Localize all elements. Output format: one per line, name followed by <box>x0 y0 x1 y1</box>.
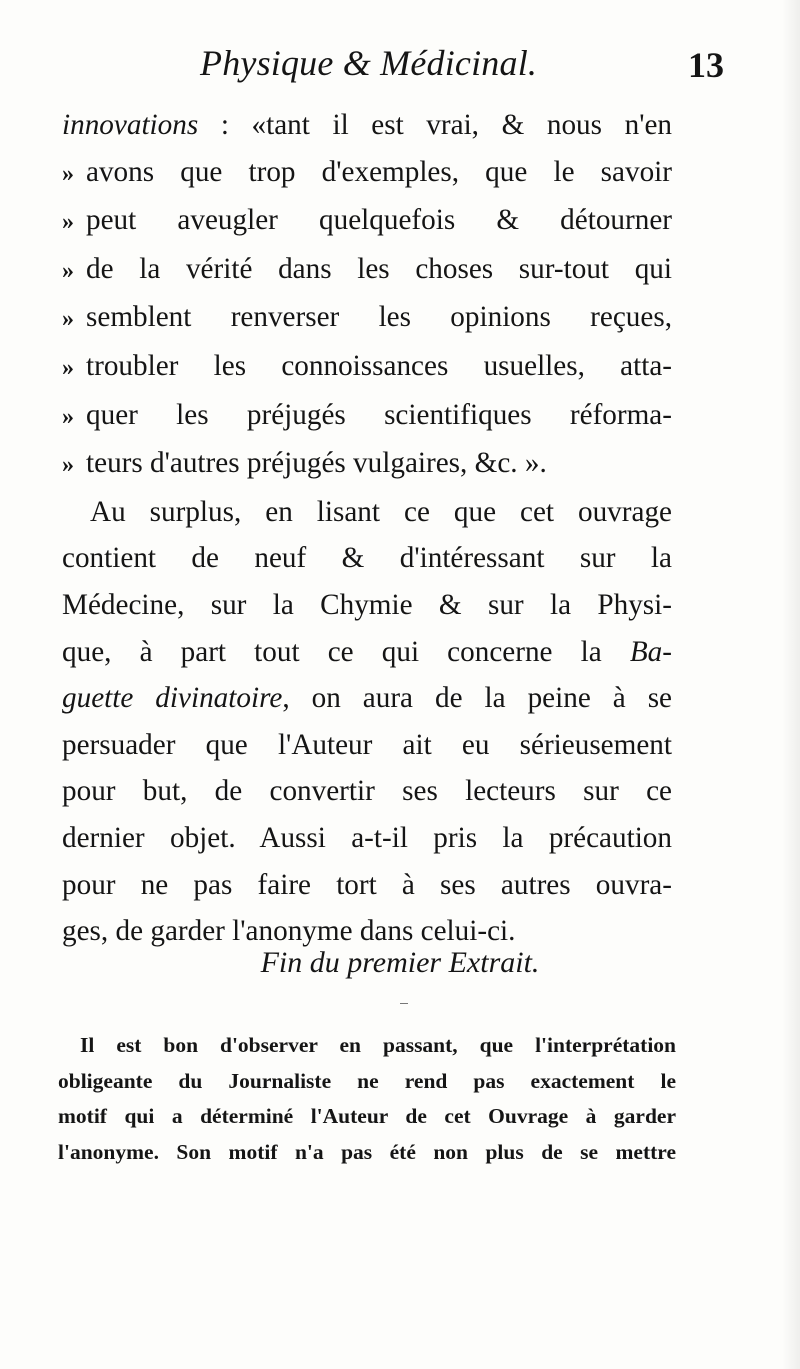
para2-line-1: Au surplus, en lisant ce que cet ouvrage <box>90 495 672 528</box>
note-line-2: obligeante du Journaliste ne rend pas exactement le <box>58 1068 676 1093</box>
body-line-5 <box>62 294 672 343</box>
italic-word: Ba- <box>629 635 672 668</box>
para2-line-5 <box>62 675 672 722</box>
para2-line-6: persuader que l'Auteur ait eu sérieusement <box>62 728 672 761</box>
body-text <box>62 102 672 955</box>
note-line-3: motif qui a déterminé l'Auteur de cet Ouvrage à garder <box>58 1104 676 1128</box>
para2-line-10: ges, de garder l'anonyme dans celui-ci. <box>62 915 516 948</box>
body-line-2 <box>62 149 672 198</box>
line-text: de la vérité dans les choses sur-tout qui <box>86 252 672 285</box>
note-line-1: Il est bon d'observer en passant, que l'interprétation <box>80 1033 676 1057</box>
italic-word: innovations <box>62 109 199 141</box>
quote-mark: » <box>62 403 74 430</box>
footnote <box>58 1028 676 1170</box>
body-line-7 <box>62 392 672 441</box>
line-text: peut aveugler quelquefois & détourner <box>86 204 672 237</box>
page-edge-shadow <box>782 0 800 1369</box>
para2-line-3: Médecine, sur la Chymie & sur la Physi- <box>62 588 672 621</box>
line-text: : «tant il est vrai, & nous n'en <box>198 109 672 141</box>
para2-line-7: pour but, de convertir ses lecteurs sur ce <box>62 775 672 808</box>
quote-mark: » <box>62 160 74 187</box>
running-title: Physique & Médicinal. <box>200 43 538 83</box>
body-line-4 <box>62 246 672 295</box>
body-line-8 <box>62 440 672 489</box>
line-text: semblent renverser les opinions reçues, <box>86 301 672 334</box>
line-text: quer les préjugés scientifiques réforma- <box>86 398 672 431</box>
line-text: troubler les connoissances usuelles, atta- <box>86 349 672 382</box>
para2-line-4 <box>62 629 672 676</box>
page-header <box>60 42 740 102</box>
quote-mark: » <box>62 354 74 381</box>
line-text: avons que trop d'exemples, que le savoir <box>86 155 672 188</box>
body-line-6 <box>62 343 672 392</box>
italic-word: guette divinatoire <box>62 682 283 715</box>
quote-mark: » <box>62 452 74 479</box>
quote-mark: » <box>62 257 74 284</box>
end-of-extract-heading: Fin du premier Extrait. <box>260 946 540 979</box>
para2-line-9: pour ne pas faire tort à ses autres ouvra- <box>62 868 672 901</box>
note-line-4: l'anonyme. Son motif n'a pas été non plus de se mettre <box>58 1139 676 1164</box>
page-number: 13 <box>688 45 724 85</box>
small-rule <box>400 1003 408 1004</box>
quote-mark: » <box>62 209 74 236</box>
body-line-1 <box>62 102 672 149</box>
para2-line-2: contient de neuf & d'intéressant sur la <box>62 542 672 575</box>
line-text: , on aura de la peine à se <box>282 682 673 715</box>
line-text: teurs d'autres préjugés vulgaires, &c. ». <box>86 447 547 480</box>
quote-mark: » <box>62 306 74 333</box>
para2-line-8: dernier objet. Aussi a-t-il pris la précaution <box>62 821 672 854</box>
body-line-3 <box>62 197 672 246</box>
line-text: que, à part tout ce qui concerne la <box>62 635 630 668</box>
